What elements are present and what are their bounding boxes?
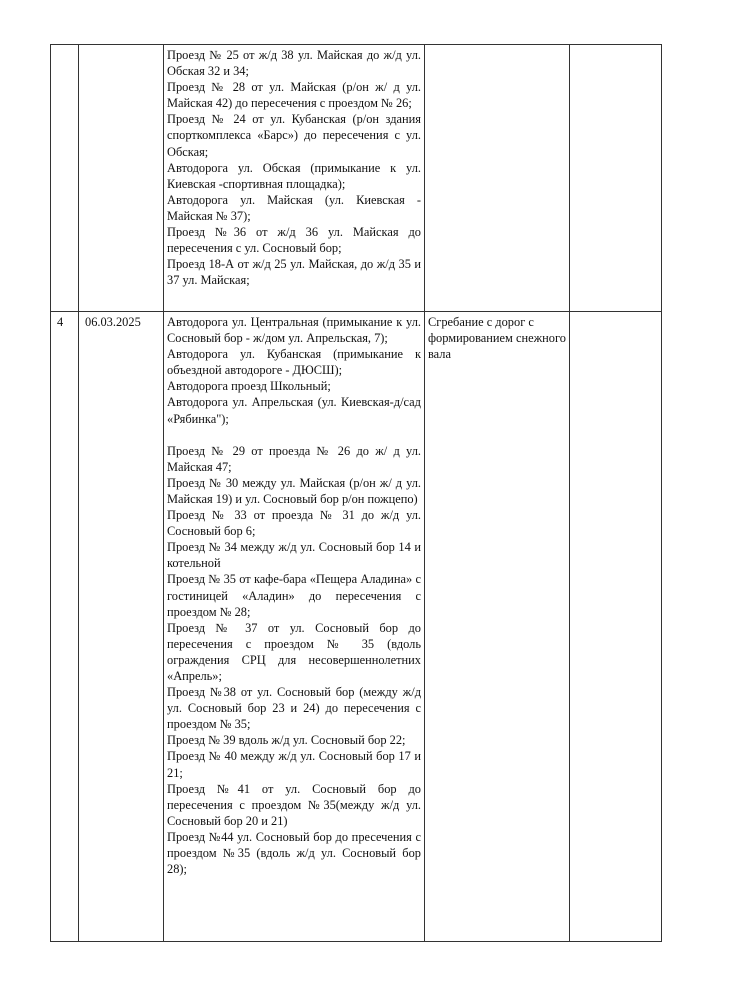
road-item: Проезд №41 от ул. Сосновый бор до пересечения с проездом №35(между ж/д ул. Сосновый бор 20 и 21) xyxy=(167,781,421,828)
roads-cell xyxy=(164,312,425,942)
row-date-cell: 06.03.2025 xyxy=(79,312,164,942)
road-item: Автодорога ул. Майская (ул. Киевская - Майская № 37); xyxy=(167,192,421,223)
row-date-cell xyxy=(79,45,164,312)
table-row xyxy=(51,312,662,942)
road-item: Проезд № 25 от ж/д 38 ул. Майская до ж/д ул. Обская 32 и 34; xyxy=(167,48,421,79)
road-item: Автодорога ул. Апрельская (ул. Киевская-д/сад «Рябинка"); xyxy=(167,395,421,426)
road-item: Автодорога ул. Центральная (примыкание к ул. Сосновый бор - ж/дом ул. Апрельская, 7); xyxy=(167,315,421,346)
road-cleaning-schedule-table xyxy=(50,44,662,942)
notes-cell xyxy=(570,312,662,942)
table-row xyxy=(51,45,662,312)
road-item: Проезд № 34 между ж/д ул. Сосновый бор 14 и котельной xyxy=(167,540,421,571)
road-item: Проезд № 24 от ул. Кубанская (р/он здания спорткомплекса «Барс») до пересечения с ул. Обская; xyxy=(167,112,421,159)
row-number-cell: 4 xyxy=(51,312,79,942)
road-item: Проезд № 28 от ул. Майская (р/он ж/ д ул. Майская 42) до пересечения с проездом № 26; xyxy=(167,80,421,111)
row-number-cell xyxy=(51,45,79,312)
road-item: Проезд № 35 от кафе-бара «Пещера Аладина» с гостиницей «Аладин» до пересечения с проездом № 28; xyxy=(167,572,421,619)
roads-cell xyxy=(164,45,425,312)
road-item: Проезд № 30 между ул. Майская (р/он ж/ д ул. Майская 19) и ул. Сосновый бор р/он пожцепо) xyxy=(167,475,421,506)
work-type-cell xyxy=(425,312,570,942)
work-type-cell xyxy=(425,45,570,312)
road-item: Проезд № 29 от проезда № 26 до ж/ д ул. Майская 47; xyxy=(167,443,421,474)
road-item: Проезд № 33 от проезда № 31 до ж/д ул. Сосновый бор 6; xyxy=(167,508,421,539)
road-item: Проезд № 40 между ж/д ул. Сосновый бор 17 и 21; xyxy=(167,749,421,780)
road-item: Проезд 18-А от ж/д 25 ул. Майская, до ж/д 35 и 37 ул. Майская; xyxy=(167,257,421,288)
road-item: Проезд №36 от ж/д 36 ул. Майская до пересечения с ул. Сосновый бор; xyxy=(167,225,421,256)
road-item: Проезд № 37 от ул. Сосновый бор до пересечения с проездом № 35 (вдоль ограждения СРЦ для несовершеннолетних «Апрель»; xyxy=(167,620,421,683)
road-item: Проезд №44 ул. Сосновый бор до пресечения с проездом №35 (вдоль ж/д ул. Сосновый бор 28); xyxy=(167,829,421,877)
work-type-text: Сгребание с дорог с формированием снежного вала xyxy=(428,315,566,362)
road-item: Автодорога проезд Школьный; xyxy=(167,379,331,394)
road-item: Проезд № 39 вдоль ж/д ул. Сосновый бор 22; xyxy=(167,733,406,748)
road-item: Автодорога ул. Кубанская (примыкание к объездной автодороге - ДЮСШ); xyxy=(167,347,421,378)
road-item: Проезд №38 от ул. Сосновый бор (между ж/д ул. Сосновый бор 23 и 24) до пересечения с проездом № 35; xyxy=(167,685,421,732)
notes-cell xyxy=(570,45,662,312)
road-item: Автодорога ул. Обская (примыкание к ул. Киевская -спортивная площадка); xyxy=(167,160,421,191)
